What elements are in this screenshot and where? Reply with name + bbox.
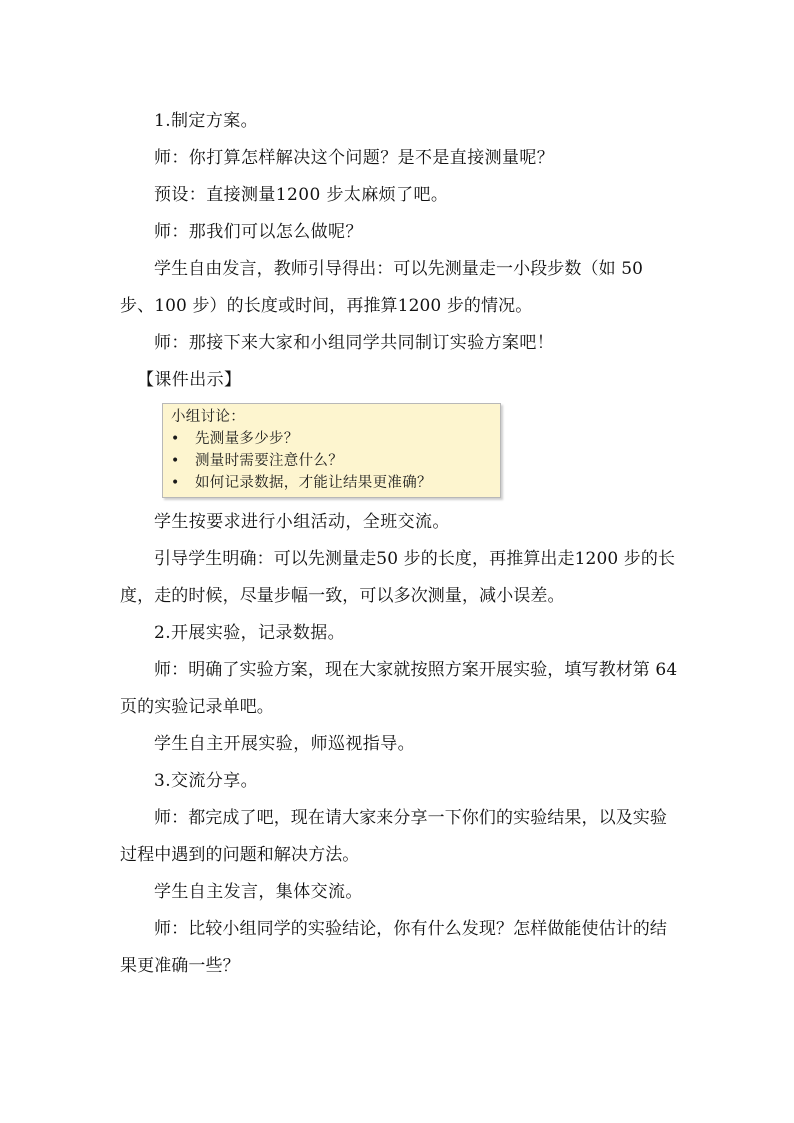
callout-item-text: 如何记录数据，才能让结果更准确？ <box>195 475 432 491</box>
callout-list-item <box>171 428 494 450</box>
paragraph: 引导学生明确：可以先测量走50 步的长度，再推算出走1200 步的长度，走的时候，尽量步幅一致，可以多次测量，减小误差。 <box>120 549 676 606</box>
bullet-icon: • <box>171 475 180 491</box>
callout-item-text: 测量时需要注意什么？ <box>195 453 343 469</box>
bullet-icon: • <box>171 453 180 469</box>
paragraph: 师：都完成了吧，现在请大家来分享一下你们的实验结果，以及实验过程中遇到的问题和解决方法。 <box>120 808 667 865</box>
paragraph: 师：那我们可以怎么做呢？ <box>154 222 363 242</box>
callout-title: 小组讨论： <box>171 409 245 425</box>
paragraph: 学生自由发言，教师引导得出：可以先测量走一小段步数（如 50 步、100 步）的长度或时间，再推算1200 步的情况。 <box>120 259 644 316</box>
paragraph: 学生自主发言，集体交流。 <box>154 882 363 902</box>
courseware-label: 【课件出示】 <box>137 370 242 390</box>
bullet-icon: • <box>171 431 180 447</box>
paragraph: 师：那接下来大家和小组同学共同制订实验方案吧！ <box>154 333 555 353</box>
callout-list-item <box>171 472 494 494</box>
paragraph: 师：明确了实验方案，现在大家就按照方案开展实验，填写教材第 64 页的实验记录单吧。 <box>120 660 678 717</box>
callout-list-item <box>171 450 494 472</box>
paragraph: 师：你打算怎样解决这个问题？是不是直接测量呢？ <box>154 148 555 168</box>
section-heading-3: 3.交流分享。 <box>154 771 259 791</box>
group-discussion-callout <box>162 403 501 498</box>
section-heading-1: 1.制定方案。 <box>154 111 259 131</box>
section-heading-2: 2.开展实验，记录数据。 <box>154 623 346 643</box>
paragraph: 学生按要求进行小组活动，全班交流。 <box>154 512 450 532</box>
paragraph: 预设：直接测量1200 步太麻烦了吧。 <box>154 185 449 205</box>
paragraph: 师：比较小组同学的实验结论，你有什么发现？怎样做能使估计的结果更准确一些？ <box>120 919 667 976</box>
paragraph: 学生自主开展实验，师巡视指导。 <box>154 734 415 754</box>
document-page <box>120 103 680 985</box>
callout-item-text: 先测量多少步？ <box>195 431 299 447</box>
